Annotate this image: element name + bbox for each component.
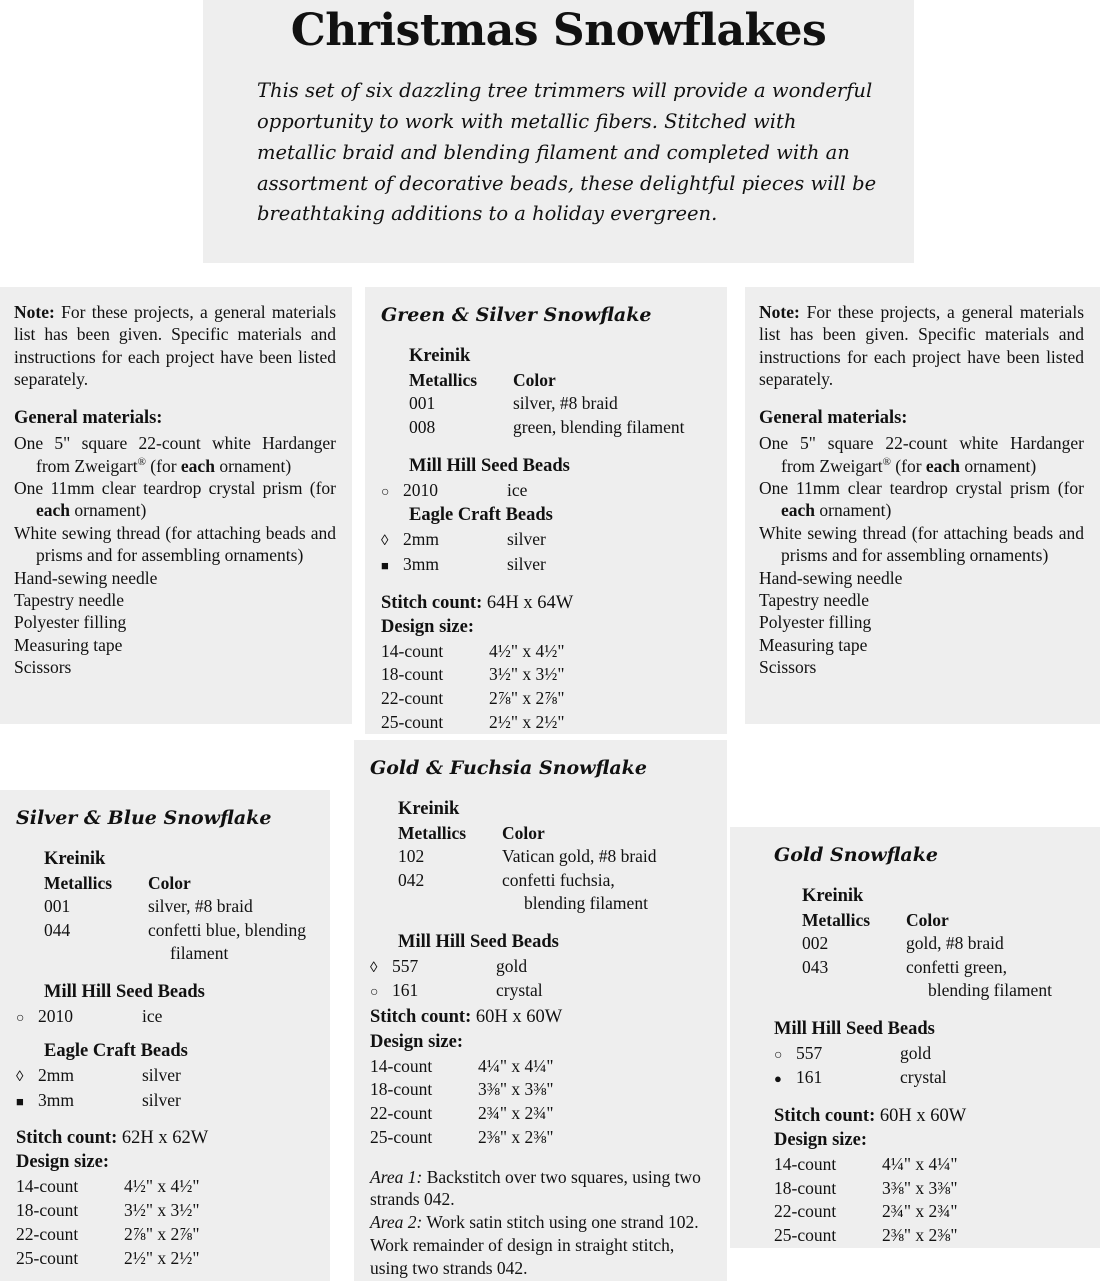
diamond-icon	[370, 956, 377, 976]
area-label: Area 1:	[370, 1166, 423, 1187]
project-panel-gold-fuchsia	[354, 740, 727, 1281]
color-header: Color	[148, 872, 191, 893]
table-row	[370, 955, 543, 980]
count-label: 18-count	[370, 1079, 433, 1100]
table-row	[381, 528, 546, 553]
project-title: Green & Silver Snowflake	[381, 304, 652, 326]
table-row	[774, 1153, 958, 1177]
count-label: 25-count	[370, 1126, 433, 1147]
thread-number: 044	[44, 920, 71, 941]
area-instruction	[370, 1166, 711, 1212]
thread-table	[44, 872, 306, 966]
material-item: Measuring tape	[14, 634, 123, 655]
project-panel-gold	[730, 827, 1100, 1248]
count-label: 18-count	[16, 1200, 79, 1221]
project-panel-silver-blue	[0, 790, 330, 1281]
mill-hill-label: Mill Hill Seed Beads	[409, 455, 570, 476]
mill-hill-label: Mill Hill Seed Beads	[398, 931, 559, 952]
diamond-icon	[16, 1065, 23, 1085]
bead-color: ice	[142, 1005, 163, 1026]
table-row	[774, 1066, 947, 1090]
eagle-craft-table	[16, 1064, 181, 1112]
size-value: 2⅞" x 2⅞"	[124, 1223, 200, 1244]
color-header: Color	[513, 369, 556, 390]
stitch-count-value: 62H x 62W	[121, 1128, 209, 1149]
remainder-instruction: Work remainder of design in straight stitch, using two strands 042.	[370, 1234, 675, 1278]
color-header: Color	[906, 909, 949, 930]
table-row	[802, 956, 1052, 1003]
stitch-count-line	[774, 1104, 1084, 1128]
filled-square-icon	[16, 1090, 24, 1110]
size-value: 4½" x 4½"	[124, 1176, 200, 1197]
thread-table	[409, 369, 685, 440]
filled-square-icon	[381, 554, 389, 574]
thread-table	[802, 909, 1052, 1003]
table-row	[381, 553, 546, 577]
count-label: 22-count	[370, 1103, 433, 1124]
material-item: One 11mm clear teardrop crystal prism (for each ornament)	[759, 478, 1084, 521]
metallics-header: Metallics	[409, 369, 478, 390]
kreinik-label: Kreinik	[44, 848, 106, 869]
table-row	[381, 640, 565, 664]
stitch-count-value: 60H x 60W	[475, 1007, 563, 1028]
color-header: Color	[502, 822, 545, 843]
note-label: Note:	[14, 302, 55, 322]
count-label: 14-count	[381, 640, 444, 661]
kreinik-label: Kreinik	[398, 798, 460, 819]
diamond-icon	[381, 529, 388, 549]
table-row	[409, 416, 685, 440]
table-row	[774, 1200, 958, 1224]
eagle-craft-label: Eagle Craft Beads	[44, 1040, 188, 1061]
material-item: Scissors	[14, 657, 72, 678]
table-row	[398, 869, 657, 916]
table-row	[381, 711, 565, 735]
size-value: 4½" x 4½"	[489, 640, 565, 661]
bead-color: ice	[507, 480, 528, 501]
table-row	[16, 1005, 162, 1029]
material-item: Measuring tape	[759, 634, 868, 655]
stitch-count-value: 60H x 60W	[879, 1105, 967, 1126]
stitch-count-label: Stitch count:	[370, 1007, 472, 1028]
metallics-header: Metallics	[802, 909, 871, 930]
mill-hill-table	[774, 1042, 947, 1090]
material-item: One 11mm clear teardrop crystal prism (for each ornament)	[14, 478, 336, 521]
material-item: One 5" square 22-count white Hardanger from Zweigart® (for each ornament)	[759, 433, 1084, 476]
size-value: 3⅜" x 3⅜"	[882, 1177, 958, 1198]
size-value: 3½" x 3½"	[489, 664, 565, 685]
note-paragraph	[14, 301, 336, 391]
count-label: 14-count	[774, 1153, 837, 1174]
table-row	[16, 1064, 181, 1089]
bead-color: silver	[142, 1065, 181, 1086]
table-row	[774, 1042, 947, 1066]
area-instruction	[370, 1211, 711, 1234]
thread-number: 002	[802, 933, 829, 954]
project-title: Gold Snowflake	[774, 844, 938, 866]
stitch-count-label: Stitch count:	[381, 592, 483, 613]
count-label: 25-count	[774, 1225, 837, 1246]
mill-hill-label: Mill Hill Seed Beads	[774, 1018, 935, 1039]
bead-number: 2010	[38, 1005, 73, 1026]
general-materials-panel-right	[745, 287, 1100, 724]
note-label: Note:	[759, 302, 800, 322]
table-row	[44, 919, 306, 966]
circle-icon	[381, 480, 389, 500]
circle-icon	[370, 980, 378, 1000]
size-value: 4¼" x 4¼"	[882, 1153, 958, 1174]
general-materials-panel-left	[0, 287, 352, 724]
count-label: 22-count	[16, 1223, 79, 1244]
project-title: Gold & Fuchsia Snowflake	[370, 757, 647, 779]
table-row	[370, 1102, 554, 1126]
bead-color: silver	[507, 553, 546, 574]
stitch-count-label: Stitch count:	[774, 1105, 876, 1126]
table-row	[381, 479, 527, 503]
material-item: One 5" square 22-count white Hardanger from Zweigart® (for each ornament)	[14, 433, 336, 476]
table-header-row	[802, 909, 1052, 933]
design-size-table	[370, 1055, 554, 1150]
eagle-craft-table	[381, 528, 546, 576]
design-size-table	[381, 640, 565, 735]
material-item: Tapestry needle	[759, 589, 870, 610]
design-size-label: Design size:	[16, 1152, 109, 1173]
project-panel-green-silver	[365, 287, 727, 734]
table-row	[370, 979, 543, 1003]
thread-color: silver, #8 braid	[513, 393, 618, 414]
circle-icon	[16, 1006, 24, 1026]
table-header-row	[44, 872, 306, 896]
table-row	[409, 392, 685, 416]
thread-number: 008	[409, 417, 436, 438]
title-panel	[203, 0, 914, 263]
material-item: White sewing thread (for attaching beads and prisms and for assembling ornaments)	[759, 522, 1084, 566]
table-row	[381, 687, 565, 711]
table-row	[16, 1223, 200, 1247]
count-label: 14-count	[370, 1055, 433, 1076]
size-value: 2⅞" x 2⅞"	[489, 688, 565, 709]
bead-number: 161	[392, 980, 419, 1001]
thread-color: gold, #8 braid	[906, 933, 1004, 954]
thread-number: 001	[44, 896, 71, 917]
size-value: 2¾" x 2¾"	[478, 1103, 554, 1124]
table-row	[774, 1224, 958, 1248]
metallics-header: Metallics	[44, 872, 113, 893]
bead-number: 2010	[403, 480, 438, 501]
table-row	[16, 1089, 181, 1113]
stitch-count-line	[370, 1005, 711, 1029]
bead-number: 2mm	[403, 529, 439, 550]
material-item: Tapestry needle	[14, 589, 125, 610]
size-value: 2⅜" x 2⅜"	[882, 1225, 958, 1246]
design-size-label: Design size:	[774, 1129, 867, 1150]
bead-number: 557	[392, 955, 419, 976]
mill-hill-label: Mill Hill Seed Beads	[44, 981, 205, 1002]
area-instructions	[370, 1166, 711, 1280]
table-row	[370, 1078, 554, 1102]
table-row	[398, 845, 657, 869]
material-item: Hand-sewing needle	[14, 567, 158, 588]
thread-number: 001	[409, 393, 436, 414]
mill-hill-table	[381, 479, 527, 503]
design-size-table	[16, 1175, 200, 1270]
table-row	[16, 1175, 200, 1199]
thread-table	[398, 822, 657, 916]
general-materials-heading: General materials:	[14, 407, 163, 428]
bead-color: crystal	[496, 980, 543, 1001]
bead-color: silver	[507, 529, 546, 550]
table-row	[44, 895, 306, 919]
table-row	[370, 1126, 554, 1150]
area-text: Backstitch over two squares, using two strands 042.	[370, 1166, 701, 1210]
metallics-header: Metallics	[398, 822, 467, 843]
general-materials-heading: General materials:	[759, 407, 908, 428]
stitch-count-value: 64H x 64W	[486, 592, 574, 613]
table-header-row	[398, 822, 657, 846]
thread-number: 043	[802, 957, 829, 978]
page-title: Christmas Snowflakes	[290, 5, 827, 56]
material-item: Polyester filling	[759, 612, 872, 633]
count-label: 18-count	[774, 1177, 837, 1198]
bead-number: 557	[796, 1042, 823, 1063]
thread-color: confetti fuchsia, blending filament	[502, 870, 648, 913]
design-size-label: Design size:	[370, 1031, 463, 1052]
table-header-row	[409, 369, 685, 393]
bead-number: 3mm	[38, 1089, 74, 1110]
thread-color: silver, #8 braid	[148, 896, 253, 917]
thread-number: 102	[398, 846, 425, 867]
area-text: Work satin stitch using one strand 102.	[422, 1212, 699, 1233]
size-value: 2½" x 2½"	[124, 1247, 200, 1268]
circle-icon	[774, 1043, 782, 1063]
bead-number: 3mm	[403, 553, 439, 574]
area-label: Area 2:	[370, 1212, 423, 1233]
size-value: 3⅜" x 3⅜"	[478, 1079, 554, 1100]
count-label: 18-count	[381, 664, 444, 685]
count-label: 25-count	[16, 1247, 79, 1268]
bead-number: 161	[796, 1066, 823, 1087]
bead-color: silver	[142, 1089, 181, 1110]
stitch-count-label: Stitch count:	[16, 1128, 118, 1149]
count-label: 25-count	[381, 711, 444, 732]
bead-number: 2mm	[38, 1065, 74, 1086]
note-paragraph	[759, 301, 1084, 391]
material-item: Polyester filling	[14, 612, 127, 633]
eagle-craft-label: Eagle Craft Beads	[409, 505, 553, 526]
mill-hill-table	[16, 1005, 162, 1029]
filled-circle-icon	[774, 1067, 782, 1087]
size-value: 2⅜" x 2⅜"	[478, 1126, 554, 1147]
size-value: 3½" x 3½"	[124, 1200, 200, 1221]
thread-color: confetti green, blending filament	[906, 957, 1052, 1000]
project-title: Silver & Blue Snowflake	[16, 807, 272, 829]
thread-color: confetti blue, blending filament	[148, 920, 306, 963]
count-label: 22-count	[774, 1201, 837, 1222]
stitch-count-line	[381, 591, 711, 615]
material-item: Scissors	[759, 657, 817, 678]
table-row	[16, 1199, 200, 1223]
kreinik-label: Kreinik	[802, 885, 864, 906]
table-row	[16, 1247, 200, 1271]
mill-hill-table	[370, 955, 543, 1004]
design-size-table	[774, 1153, 958, 1248]
table-row	[774, 1177, 958, 1201]
note-text: For these projects, a general materials list has been given. Specific materials and instructions for each project have been listed separately.	[14, 302, 336, 390]
note-text: For these projects, a general materials list has been given. Specific materials and instructions for each project have been listed separately.	[759, 302, 1084, 390]
table-row	[381, 663, 565, 687]
table-row	[802, 932, 1052, 956]
stitch-count-line	[16, 1126, 314, 1150]
bead-color: gold	[496, 955, 528, 976]
table-row	[370, 1055, 554, 1079]
bead-color: crystal	[900, 1066, 947, 1087]
intro-paragraph: This set of six dazzling tree trimmers will provide a wonderful opportunity to work with metallic fibers. Stitched with metallic braid and blending filament and completed with an assortment of decorative beads, these delightful pieces will be breathtaking additions to a holiday evergreen.	[257, 79, 877, 226]
size-value: 4¼" x 4¼"	[478, 1055, 554, 1076]
kreinik-label: Kreinik	[409, 345, 471, 366]
material-item: White sewing thread (for attaching beads and prisms and for assembling ornaments)	[14, 522, 336, 566]
count-label: 22-count	[381, 688, 444, 709]
thread-number: 042	[398, 870, 425, 891]
design-size-label: Design size:	[381, 616, 474, 637]
material-item: Hand-sewing needle	[759, 567, 903, 588]
bead-color: gold	[900, 1042, 932, 1063]
size-value: 2¾" x 2¾"	[882, 1201, 958, 1222]
thread-color: green, blending filament	[513, 417, 685, 438]
size-value: 2½" x 2½"	[489, 711, 565, 732]
count-label: 14-count	[16, 1176, 79, 1197]
thread-color: Vatican gold, #8 braid	[502, 846, 657, 867]
